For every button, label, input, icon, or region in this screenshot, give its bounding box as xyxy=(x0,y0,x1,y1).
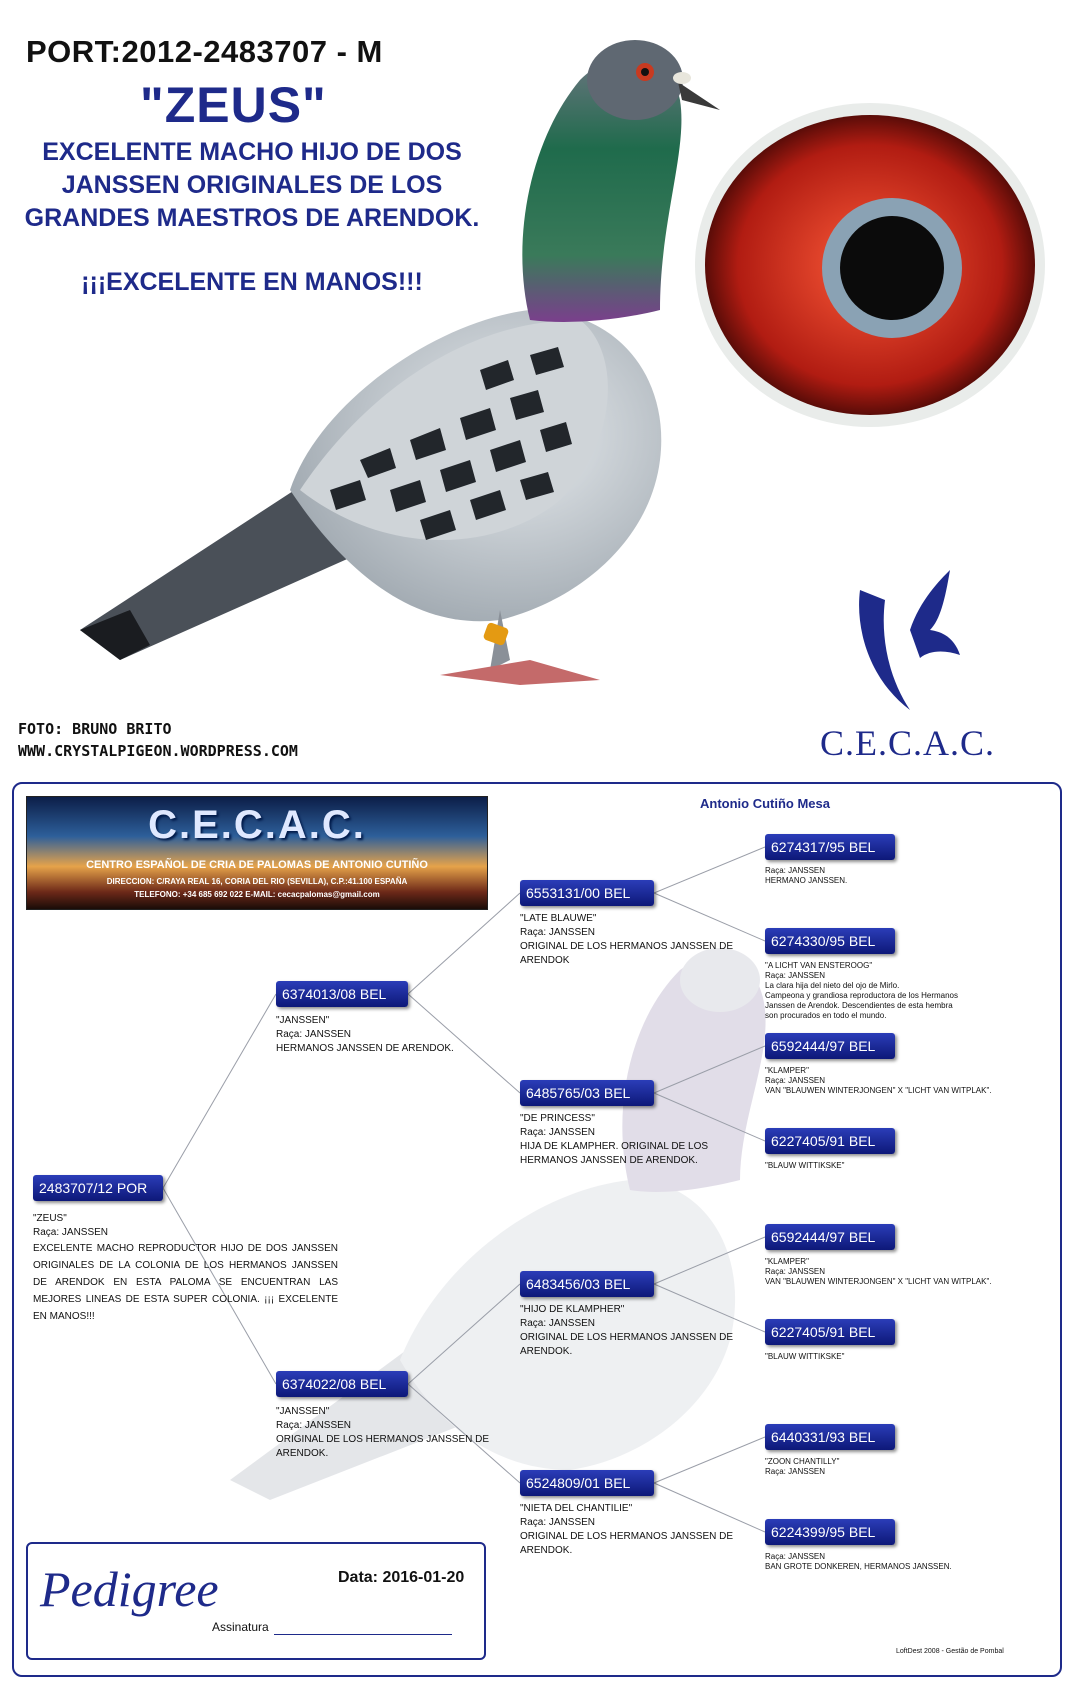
software-credit: LoftDest 2008 - Gestão de Pombal xyxy=(896,1648,1004,1655)
sd-line-4: HERMANOS JANSSEN DE ARENDOK. xyxy=(520,1155,698,1166)
breeder-name: Antonio Cutiño Mesa xyxy=(700,796,830,811)
dd-info xyxy=(520,1502,733,1558)
sds-ring-box[interactable]: 6592444/97 BEL xyxy=(765,1033,895,1059)
cecac-banner xyxy=(26,796,488,910)
ssd-line-6: son procurados en todo el mundo. xyxy=(765,1011,887,1020)
sss-ring-box[interactable]: 6274317/95 BEL xyxy=(765,834,895,860)
cecac-logo-text: C.E.C.A.C. xyxy=(820,723,996,763)
dss-line-2: Raça: JANSSEN xyxy=(765,1267,826,1276)
pigeon-photo xyxy=(60,20,720,720)
ssd-line-4: Campeona y grandiosa reproductora de los Hermanos xyxy=(765,991,958,1000)
dd-ring-box[interactable]: 6524809/01 BEL xyxy=(520,1470,654,1496)
sdd-ring-box[interactable]: 6227405/91 BEL xyxy=(765,1128,895,1154)
sdd-line-1: "BLAUW WITTIKSKE" xyxy=(765,1161,845,1170)
ds-info xyxy=(520,1303,733,1359)
ssd-line-1: "A LICHT VAN ENSTEROOG" xyxy=(765,961,873,970)
root-ring-box[interactable]: 2483707/12 POR xyxy=(33,1175,163,1201)
dds-line-2: Raça: JANSSEN xyxy=(765,1467,826,1476)
dam-info xyxy=(276,1405,489,1461)
dds-ring-box[interactable]: 6440331/93 BEL xyxy=(765,1424,895,1450)
ss-line-3: ORIGINAL DE LOS HERMANOS JANSSEN DE xyxy=(520,941,734,952)
dd-line-3: ORIGINAL DE LOS HERMANOS JANSSEN DE xyxy=(520,1531,734,1542)
dd-line-1: "NIETA DEL CHANTILIE" xyxy=(520,1503,633,1514)
dd-line-4: ARENDOK. xyxy=(520,1545,573,1556)
banner-address: DIRECCION: C/RAYA REAL 16, CORIA DEL RIO (SEVILLA), C.P.:41.100 ESPAÑA xyxy=(106,877,408,886)
pigeon-name: "ZEUS" xyxy=(140,77,327,133)
dss-ring-box[interactable]: 6592444/97 BEL xyxy=(765,1224,895,1250)
sire-line-1: "JANSSEN" xyxy=(276,1015,330,1026)
ss-line-4: ARENDOK xyxy=(520,955,570,966)
sd-line-2: Raça: JANSSEN xyxy=(520,1127,596,1138)
ss-info xyxy=(520,912,733,968)
sds-line-2: Raça: JANSSEN xyxy=(765,1076,826,1085)
dam-line-4: ARENDOK. xyxy=(276,1448,329,1459)
ss-ring-box[interactable]: 6553131/00 BEL xyxy=(520,880,654,906)
dam-ring-box[interactable]: 6374022/08 BEL xyxy=(276,1371,408,1397)
signature-label: Assinatura xyxy=(212,1620,269,1634)
ring-number-title: PORT:2012-2483707 - M xyxy=(26,34,383,69)
pigeon-highlight: ¡¡¡EXCELENTE EN MANOS!!! xyxy=(81,268,423,296)
ssd-line-5: Janssen de Arendok. Descendientes de esta hembra xyxy=(765,1001,953,1010)
ddd-line-2: BAN GROTE DONKEREN, HERMANOS JANSSEN. xyxy=(765,1562,952,1571)
ssd-line-2: Raça: JANSSEN xyxy=(765,971,826,980)
banner-contact: TELEFONO: +34 685 692 022 E-MAIL: cecacpalomas@gmail.com xyxy=(134,890,380,899)
ds-line-1: "HIJO DE KLAMPHER" xyxy=(520,1304,625,1315)
dd-line-2: Raça: JANSSEN xyxy=(520,1517,596,1528)
ssd-line-3: La clara hija del nieto del ojo de Mirlo. xyxy=(765,981,900,990)
ss-line-1: "LATE BLAUWE" xyxy=(520,913,597,924)
sd-ring-box[interactable]: 6485765/03 BEL xyxy=(520,1080,654,1106)
sss-line-2: HERMANO JANSSEN. xyxy=(765,876,848,885)
ds-line-2: Raça: JANSSEN xyxy=(520,1318,596,1329)
sire-ring-box[interactable]: 6374013/08 BEL xyxy=(276,981,408,1007)
dds-info xyxy=(765,1457,839,1477)
dss-line-3: VAN "BLAUWEN WINTERJONGEN" X "LICHT VAN WITPLAK". xyxy=(765,1277,992,1286)
sd-info xyxy=(520,1112,708,1168)
dsd-line-1: "BLAUW WITTIKSKE" xyxy=(765,1352,845,1361)
ddd-info xyxy=(765,1552,952,1572)
ds-line-4: ARENDOK. xyxy=(520,1346,573,1357)
sire-line-2: Raça: JANSSEN xyxy=(276,1029,352,1040)
sdd-info xyxy=(765,1161,844,1171)
sss-line-1: Raça: JANSSEN xyxy=(765,866,826,875)
sds-line-3: VAN "BLAUWEN WINTERJONGEN" X "LICHT VAN WITPLAK". xyxy=(765,1086,992,1095)
dsd-info xyxy=(765,1352,844,1362)
ddd-line-1: Raça: JANSSEN xyxy=(765,1552,826,1561)
pigeon-description: EXCELENTE MACHO HIJO DE DOS JANSSEN ORIGINALES DE LOS GRANDES MAESTROS DE ARENDOK. xyxy=(24,138,480,232)
sd-line-1: "DE PRINCESS" xyxy=(520,1113,595,1124)
sss-info xyxy=(765,866,847,886)
sd-line-3: HIJA DE KLAMPHER. ORIGINAL DE LOS xyxy=(520,1141,709,1152)
sds-line-1: "KLAMPER" xyxy=(765,1066,809,1075)
ss-line-2: Raça: JANSSEN xyxy=(520,927,596,938)
sire-info xyxy=(276,1014,454,1056)
signature-line[interactable] xyxy=(274,1634,452,1635)
root-breed: Raça: JANSSEN xyxy=(33,1227,109,1238)
sds-info xyxy=(765,1066,992,1096)
dam-line-2: Raça: JANSSEN xyxy=(276,1420,352,1431)
ds-line-3: ORIGINAL DE LOS HERMANOS JANSSEN DE xyxy=(520,1332,734,1343)
photo-credit xyxy=(18,718,298,762)
ds-ring-box[interactable]: 6483456/03 BEL xyxy=(520,1271,654,1297)
dsd-ring-box[interactable]: 6227405/91 BEL xyxy=(765,1319,895,1345)
sire-line-3: HERMANOS JANSSEN DE ARENDOK. xyxy=(276,1043,454,1054)
dam-line-1: "JANSSEN" xyxy=(276,1406,330,1417)
dss-info xyxy=(765,1257,992,1287)
banner-title: C.E.C.A.C. xyxy=(148,803,366,847)
root-info xyxy=(33,1212,338,1325)
dam-line-3: ORIGINAL DE LOS HERMANOS JANSSEN DE xyxy=(276,1434,490,1445)
ssd-ring-box[interactable]: 6274330/95 BEL xyxy=(765,928,895,954)
root-note: EXCELENTE MACHO REPRODUCTOR HIJO DE DOS JANSSEN ORIGINALES DE LA COLONIA DE LOS HERMANOS JANSSEN DE ARENDOK EN ESTA PALOMA SE ENCUENTRAN LAS MEJORES LINEAS DE ESTA SUPER COLONIA. ¡¡¡ EXCELENTE EN MANOS!!! xyxy=(33,1243,338,1322)
photo-credit-website: WWW.CRYSTALPIGEON.WORDPRESS.COM xyxy=(18,742,298,760)
ssd-info xyxy=(765,961,958,1021)
dss-line-1: "KLAMPER" xyxy=(765,1257,809,1266)
cecac-dove-logo xyxy=(850,570,970,720)
ddd-ring-box[interactable]: 6224399/95 BEL xyxy=(765,1519,895,1545)
photo-credit-author: FOTO: BRUNO BRITO xyxy=(18,720,172,738)
banner-subtitle: CENTRO ESPAÑOL DE CRIA DE PALOMAS DE ANTONIO CUTIÑO xyxy=(86,859,428,871)
root-name: "ZEUS" xyxy=(33,1213,67,1224)
pedigree-script-title: Pedigree xyxy=(40,1561,219,1617)
dds-line-1: "ZOON CHANTILLY" xyxy=(765,1457,840,1466)
pigeon-eye-photo xyxy=(692,100,1047,430)
pedigree-date: Data: 2016-01-20 xyxy=(338,1569,465,1586)
